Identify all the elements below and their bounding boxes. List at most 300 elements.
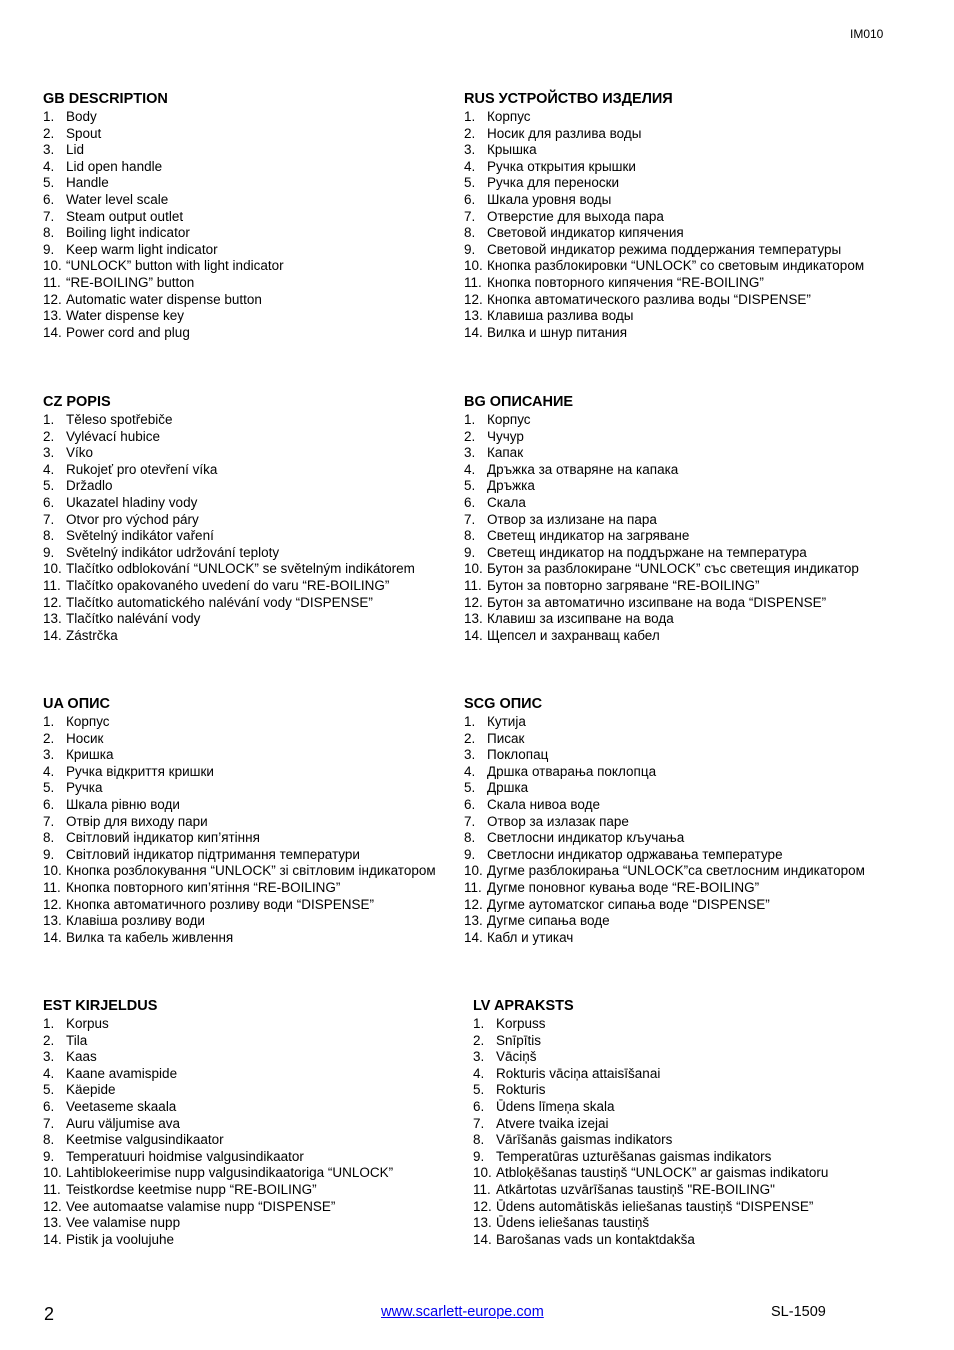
item-text: Vee automaatse valamise nupp “DISPENSE” [66, 1198, 336, 1214]
item-number: 10. [464, 258, 483, 274]
list-item [464, 308, 904, 325]
item-text: Tlačítko automatického nalévání vody “DISPENSE” [66, 594, 373, 610]
list-item [464, 109, 904, 126]
item-number: 13. [43, 308, 62, 324]
list-item [43, 814, 483, 831]
section-title: SCG ОПИС [464, 696, 543, 712]
item-text: Корпус [66, 714, 110, 729]
item-number: 11. [464, 879, 482, 895]
item-number: 14. [43, 1231, 62, 1247]
item-text: Корпус [487, 109, 531, 124]
list-item [473, 1199, 913, 1216]
item-number: 12. [43, 896, 62, 912]
list-item [464, 126, 904, 143]
list-item [43, 747, 483, 764]
section-title: LV APRAKSTS [473, 998, 574, 1014]
item-number: 4. [43, 158, 55, 174]
item-number: 12. [43, 1198, 62, 1214]
section-title: BG ОПИСАНИЕ [464, 394, 574, 410]
item-text: Капак [487, 445, 524, 461]
item-text: Temperatuuri hoidmise valgusindikaator [66, 1148, 304, 1164]
list-item [464, 863, 904, 880]
section-ua [43, 695, 483, 946]
item-text: Handle [66, 175, 109, 191]
item-text: Світловий індикатор кип’ятіння [66, 830, 260, 846]
item-number: 8. [464, 528, 476, 544]
item-number: 5. [43, 175, 55, 191]
item-number: 3. [464, 747, 476, 763]
item-number: 14. [43, 929, 62, 945]
item-text: Дугме сипања воде [487, 913, 610, 929]
item-text: Steam output outlet [66, 208, 184, 224]
item-text: Kaas [66, 1049, 97, 1065]
section-title: UA ОПИС [43, 696, 111, 712]
item-number: 1. [43, 1016, 55, 1031]
item-text: Писак [487, 730, 525, 746]
list-item [43, 512, 483, 529]
item-text: “UNLOCK” button with light indicator [66, 258, 284, 274]
item-number: 9. [464, 241, 476, 257]
parts-list [464, 714, 904, 946]
list-item [43, 731, 483, 748]
item-number: 5. [43, 478, 55, 494]
item-text: Těleso spotřebiče [66, 412, 173, 427]
item-text: Rokturis vāciņa attaisīšanai [496, 1065, 661, 1081]
item-number: 12. [43, 291, 62, 307]
list-item [43, 192, 483, 209]
item-number: 2. [43, 125, 55, 141]
item-text: Vee valamise nupp [66, 1215, 181, 1231]
item-number: 11. [43, 274, 61, 290]
section-cz [43, 393, 483, 644]
list-item [43, 109, 483, 126]
item-number: 1. [464, 714, 476, 729]
list-item [464, 512, 904, 529]
list-item [464, 429, 904, 446]
item-number: 9. [43, 241, 55, 257]
item-number: 9. [464, 846, 476, 862]
list-item [464, 578, 904, 595]
item-text: Носик [66, 730, 104, 746]
item-number: 11. [43, 879, 61, 895]
list-item [43, 429, 483, 446]
list-item [473, 1016, 913, 1033]
item-text: Atkārtotas uzvārīšanas taustiņš "RE-BOILING" [496, 1181, 775, 1197]
list-item [464, 495, 904, 512]
item-text: Vārīšanās gaismas indikators [496, 1132, 673, 1148]
item-number: 4. [464, 461, 476, 477]
parts-list [43, 714, 483, 946]
list-item [43, 578, 483, 595]
list-item [464, 611, 904, 628]
list-item [43, 930, 483, 947]
item-text: Atvere tvaika izejai [496, 1115, 609, 1131]
section-gb [43, 90, 483, 341]
list-item [464, 913, 904, 930]
item-text: Lahtiblokeerimise nupp valgusindikaatoriga “UNLOCK” [66, 1165, 394, 1181]
item-number: 7. [473, 1115, 485, 1131]
item-text: Кнопка повторного кипячения “RE-BOILING” [487, 274, 764, 290]
item-text: Кнопка повторного кип’ятіння “RE-BOILING” [66, 879, 341, 895]
list-item [464, 628, 904, 645]
item-text: Veetaseme skaala [66, 1098, 177, 1114]
list-item [473, 1149, 913, 1166]
item-number: 8. [464, 225, 476, 241]
section-bg [464, 393, 904, 644]
list-item [473, 1232, 913, 1249]
item-text: Ручка відкриття кришки [66, 763, 214, 779]
item-text: Korpuss [496, 1016, 546, 1031]
list-item [43, 913, 483, 930]
item-number: 8. [43, 528, 55, 544]
item-text: Spout [66, 125, 102, 141]
list-item [464, 830, 904, 847]
item-text: Кутија [487, 714, 526, 729]
list-item [473, 1165, 913, 1182]
website-link[interactable]: www.scarlett-europe.com [381, 1304, 544, 1320]
item-text: Шкала рівню води [66, 796, 180, 812]
section-title: RUS УСТРОЙСТВО ИЗДЕЛИЯ [464, 91, 673, 107]
item-number: 5. [464, 780, 476, 796]
item-text: Клавиш за изсипване на вода [487, 611, 674, 627]
item-text: Kaane avamispide [66, 1065, 178, 1081]
item-text: Boiling light indicator [66, 225, 190, 241]
list-item [43, 830, 483, 847]
section-title: CZ POPIS [43, 394, 111, 410]
list-item [43, 764, 483, 781]
list-item [464, 897, 904, 914]
item-number: 11. [43, 577, 61, 593]
item-number: 12. [464, 291, 483, 307]
item-number: 3. [464, 142, 476, 158]
model-code: IM010 [850, 27, 884, 41]
item-number: 1. [464, 109, 476, 124]
list-item [43, 175, 483, 192]
list-item [43, 308, 483, 325]
list-item [473, 1132, 913, 1149]
item-number: 12. [464, 896, 483, 912]
list-item [473, 1099, 913, 1116]
item-text: Дръжка за отваряне на капака [487, 461, 679, 477]
item-number: 4. [43, 1065, 55, 1081]
item-number: 13. [473, 1215, 492, 1231]
item-number: 10. [473, 1165, 492, 1181]
item-number: 2. [464, 428, 476, 444]
list-item [473, 1215, 913, 1232]
item-number: 2. [464, 730, 476, 746]
item-number: 14. [464, 324, 483, 340]
list-item [43, 242, 483, 259]
list-item [43, 561, 483, 578]
item-text: Ūdens automātiskās ieliešanas taustiņš “DISPENSE” [496, 1198, 814, 1214]
list-item [43, 1182, 483, 1199]
page-number: 2 [44, 1304, 55, 1324]
item-number: 10. [43, 863, 62, 879]
list-item [464, 209, 904, 226]
list-item [43, 1099, 483, 1116]
item-text: Световой индикатор режима поддержания температуры [487, 241, 842, 257]
item-number: 1. [464, 412, 476, 427]
item-text: Поклопац [487, 747, 549, 763]
item-text: Вилка и шнур питания [487, 324, 628, 340]
item-text: Кнопка автоматического разлива воды “DISPENSE” [487, 291, 811, 307]
item-number: 2. [464, 125, 476, 141]
item-number: 6. [464, 191, 476, 207]
item-number: 9. [464, 544, 476, 560]
item-text: Корпус [487, 412, 531, 427]
list-item [473, 1116, 913, 1133]
item-number: 1. [43, 109, 55, 124]
item-text: Отвір для виходу пари [66, 813, 208, 829]
item-text: Клавіша розливу води [66, 913, 205, 929]
item-number: 3. [43, 747, 55, 763]
list-item [43, 595, 483, 612]
section-title: GB DESCRIPTION [43, 91, 168, 107]
item-text: Бутон за повторно загряване “RE-BOILING” [487, 577, 760, 593]
item-text: Светещ индикатор на загряване [487, 528, 690, 544]
list-item [464, 275, 904, 292]
list-item [464, 325, 904, 342]
item-text: Pistik ja voolujuhe [66, 1231, 175, 1247]
list-item [43, 1132, 483, 1149]
item-number: 5. [43, 780, 55, 796]
item-number: 6. [464, 494, 476, 510]
list-item [464, 159, 904, 176]
parts-list [43, 412, 483, 644]
item-text: Крышка [487, 142, 537, 158]
list-item [43, 1149, 483, 1166]
item-text: Ручка для переноски [487, 175, 620, 191]
item-text: Отверстие для выхода пара [487, 208, 664, 224]
list-item [43, 880, 483, 897]
item-number: 6. [473, 1098, 485, 1114]
item-text: Keetmise valgusindikaator [66, 1132, 224, 1148]
item-text: Дршка [487, 780, 529, 796]
item-number: 14. [43, 324, 62, 340]
list-item [464, 561, 904, 578]
list-item [43, 863, 483, 880]
item-text: Світловий індикатор підтримання температури [66, 846, 360, 862]
item-number: 3. [43, 142, 55, 158]
item-text: Snīpītis [496, 1032, 542, 1048]
item-number: 14. [464, 627, 483, 643]
item-text: Кабл и утикач [487, 929, 574, 945]
item-text: Tlačítko opakovaného uvedení do varu “RE-BOILING” [66, 577, 390, 593]
parts-list [464, 412, 904, 644]
list-item [43, 209, 483, 226]
list-item [464, 142, 904, 159]
item-text: Светещ индикатор на поддържане на температура [487, 544, 807, 560]
list-item [43, 1215, 483, 1232]
list-item [473, 1033, 913, 1050]
item-number: 4. [43, 763, 55, 779]
item-number: 2. [43, 730, 55, 746]
item-number: 5. [464, 478, 476, 494]
list-item [43, 714, 483, 731]
item-text: Ручка открытия крышки [487, 158, 636, 174]
list-item [43, 1066, 483, 1083]
list-item [43, 847, 483, 864]
list-item [43, 780, 483, 797]
item-text: Кришка [66, 747, 114, 763]
item-text: Tila [66, 1032, 88, 1048]
item-text: Otvor pro východ páry [66, 511, 199, 527]
item-text: Клавиша разлива воды [487, 308, 634, 324]
item-text: Käepide [66, 1082, 116, 1098]
parts-list [43, 109, 483, 341]
item-number: 3. [43, 1049, 55, 1065]
list-item [473, 1182, 913, 1199]
item-text: Světelný indikátor udržování teploty [66, 544, 280, 560]
item-number: 13. [43, 611, 62, 627]
list-item [43, 628, 483, 645]
item-text: Vylévací hubice [66, 428, 161, 444]
list-item [464, 192, 904, 209]
item-text: Keep warm light indicator [66, 241, 218, 257]
item-number: 6. [43, 191, 55, 207]
list-item [464, 242, 904, 259]
item-number: 10. [43, 1165, 62, 1181]
item-number: 6. [43, 1098, 55, 1114]
list-item [43, 225, 483, 242]
section-est [43, 997, 483, 1248]
section-scg [464, 695, 904, 946]
item-number: 7. [464, 511, 476, 527]
list-item [464, 797, 904, 814]
item-text: Zástrčka [66, 627, 118, 643]
item-text: Temperatūras uzturēšanas gaismas indikators [496, 1148, 772, 1164]
list-item [464, 764, 904, 781]
list-item [464, 780, 904, 797]
item-text: Щепсел и захранващ кабел [487, 627, 660, 643]
item-number: 10. [43, 258, 62, 274]
product-code: SL-1509 [771, 1304, 826, 1320]
item-number: 3. [464, 445, 476, 461]
list-item [43, 1232, 483, 1249]
list-item [43, 325, 483, 342]
item-text: Korpus [66, 1016, 109, 1031]
list-item [43, 159, 483, 176]
list-item [464, 478, 904, 495]
list-item [43, 142, 483, 159]
item-number: 7. [43, 511, 55, 527]
item-number: 8. [473, 1132, 485, 1148]
item-text: Шкала уровня воды [487, 191, 612, 207]
item-number: 9. [473, 1148, 485, 1164]
list-item [464, 292, 904, 309]
list-item [43, 275, 483, 292]
item-text: “RE-BOILING” button [66, 274, 195, 290]
section-title: EST KIRJELDUS [43, 998, 158, 1014]
list-item [43, 1049, 483, 1066]
list-item [43, 1116, 483, 1133]
list-item [43, 528, 483, 545]
item-text: Отвор за излазак паре [487, 813, 629, 829]
item-text: Дугме аутоматског сипања воде “DISPENSE” [487, 896, 770, 912]
item-text: Vāciņš [496, 1049, 537, 1065]
item-number: 10. [464, 863, 483, 879]
item-number: 9. [43, 1148, 55, 1164]
item-number: 7. [43, 1115, 55, 1131]
list-item [43, 462, 483, 479]
item-text: Кнопка автоматичного розливу води “DISPENSE” [66, 896, 374, 912]
item-text: Držadlo [66, 478, 113, 494]
item-text: Бутон за разблокиране “UNLOCK” със светещия индикатор [487, 561, 859, 577]
item-text: Water level scale [66, 191, 169, 207]
item-text: Дугме разблокирања “UNLOCK”са светлосним индикатором [487, 863, 865, 879]
item-number: 10. [43, 561, 62, 577]
item-number: 5. [464, 175, 476, 191]
parts-list [464, 109, 904, 341]
item-number: 7. [43, 208, 55, 224]
item-text: Светлосни индикатор кључања [487, 830, 685, 846]
item-text: Teistkordse keetmise nupp “RE-BOILING” [66, 1181, 317, 1197]
item-number: 11. [464, 274, 482, 290]
item-number: 12. [43, 594, 62, 610]
item-number: 13. [43, 1215, 62, 1231]
list-item [43, 258, 483, 275]
list-item [43, 412, 483, 429]
item-text: Скала нивоа воде [487, 796, 600, 812]
list-item [464, 880, 904, 897]
item-text: Lid open handle [66, 158, 163, 174]
item-number: 7. [43, 813, 55, 829]
list-item [43, 495, 483, 512]
item-number: 7. [464, 208, 476, 224]
list-item [464, 528, 904, 545]
item-text: Скала [487, 494, 526, 510]
item-text: Ukazatel hladiny vody [66, 494, 198, 510]
list-item [464, 595, 904, 612]
list-item [464, 747, 904, 764]
item-number: 2. [43, 428, 55, 444]
item-text: Rokturis [496, 1082, 546, 1098]
item-number: 5. [473, 1082, 485, 1098]
item-text: Tlačítko odblokování “UNLOCK” se světelným indikátorem [66, 561, 415, 577]
item-number: 14. [43, 627, 62, 643]
list-item [464, 714, 904, 731]
item-text: Water dispense key [66, 308, 185, 324]
item-number: 4. [43, 461, 55, 477]
item-number: 12. [464, 594, 483, 610]
list-item [43, 1082, 483, 1099]
list-item [473, 1066, 913, 1083]
list-item [464, 545, 904, 562]
item-text: Automatic water dispense button [66, 291, 262, 307]
item-text: Víko [66, 445, 94, 461]
item-text: Lid [66, 142, 85, 158]
parts-list [473, 1016, 913, 1248]
item-number: 6. [464, 796, 476, 812]
list-item [473, 1082, 913, 1099]
list-item [43, 445, 483, 462]
item-text: Дръжка [487, 478, 535, 494]
item-text: Бутон за автоматично изсипване на вода “DISPENSE” [487, 594, 827, 610]
item-text: Кнопка разблокировки “UNLOCK” со световым индикатором [487, 258, 865, 274]
list-item [464, 412, 904, 429]
list-item [43, 1016, 483, 1033]
item-number: 1. [43, 714, 55, 729]
item-number: 11. [464, 577, 482, 593]
item-text: Ūdens līmeņa skala [496, 1098, 615, 1114]
item-text: Světelný indikátor vaření [66, 528, 214, 544]
item-number: 10. [464, 561, 483, 577]
item-text: Body [66, 109, 97, 124]
item-text: Вилка та кабель живлення [66, 929, 234, 945]
item-number: 2. [473, 1032, 485, 1048]
item-number: 6. [43, 796, 55, 812]
parts-list [43, 1016, 483, 1248]
